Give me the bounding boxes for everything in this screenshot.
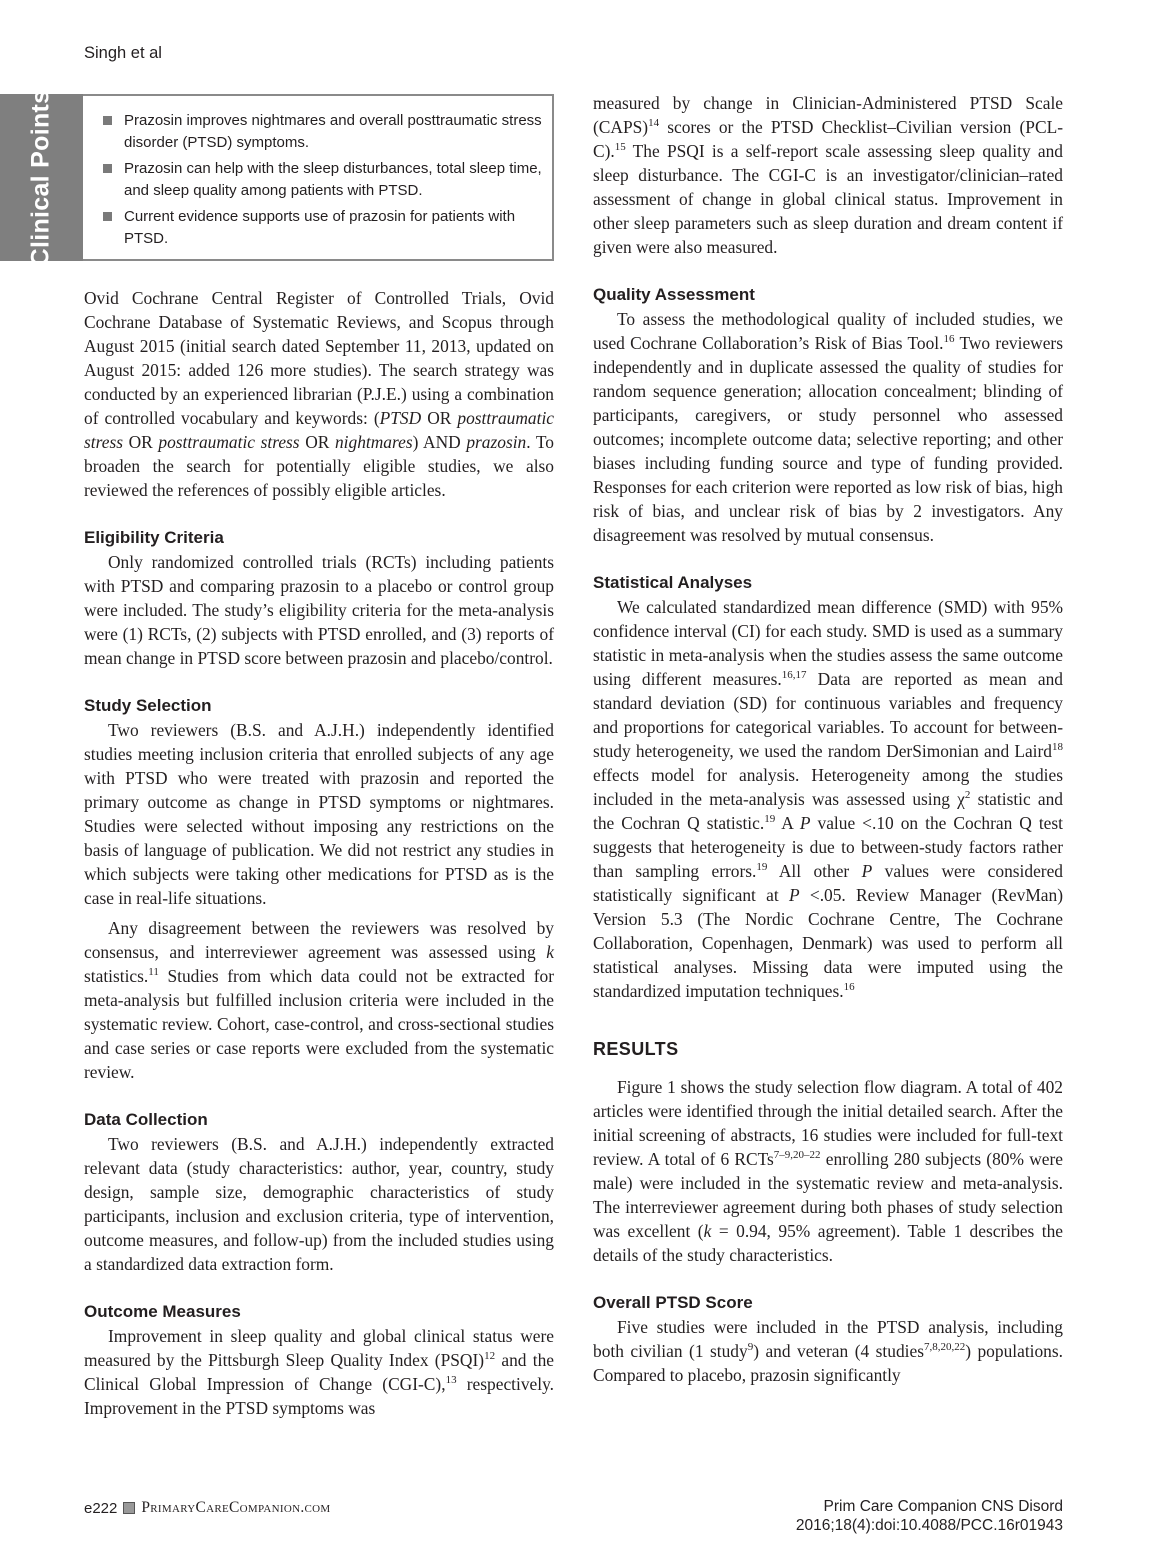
footer-right bbox=[796, 1497, 1063, 1535]
journal-website-link[interactable]: PrimaryCareCompanion.com bbox=[141, 1499, 331, 1516]
footer-left bbox=[84, 1499, 330, 1517]
eligibility-heading: Eligibility Criteria bbox=[84, 528, 224, 547]
clinical-points-title: Clinical Points bbox=[26, 89, 55, 267]
overall-ptsd-heading: Overall PTSD Score bbox=[593, 1293, 753, 1312]
clinical-points-box bbox=[0, 89, 555, 267]
square-separator-icon bbox=[123, 1502, 135, 1514]
results-paragraph: Figure 1 shows the study selection flow diagram. A total of 402 articles were identified through the initial detailed search. After the initial screening of abstracts, 16 studies were included for full-text review. A total of 6 RCTs$^{7-9,20-22}$ enrolling 280 subjects (80% were male) were included in the systematic review and meta-analysis. The interreviewer agreement during both phases of study selection was excellent (k = 0.94, 95% agreement). Table 1 describes the details of the study characteristics. bbox=[593, 1077, 1063, 1265]
left-column bbox=[84, 286, 554, 1420]
right-column bbox=[593, 91, 1063, 1387]
study-selection-paragraph-1: Two reviewers (B.S. and A.J.H.) independently identified studies meeting inclusion criteria that enrolled subjects of any age with PTSD who were treated with prazosin and reported the primary outcome as change in PTSD symptoms or nightmares. Studies were selected without imposing any restrictions on the basis of language of publication. We did not restrict any studies in which subjects were taking other medications for PTSD as is the case in real-life situations. bbox=[84, 720, 554, 908]
quality-assessment-heading: Quality Assessment bbox=[593, 285, 755, 304]
clinical-points-list bbox=[83, 96, 552, 249]
clinical-point-item: Current evidence supports use of prazosin for patients with PTSD. bbox=[103, 206, 542, 249]
quality-assessment-paragraph: To assess the methodological quality of included studies, we used Cochrane Collaboration’s Risk of Bias Tool.$^{16}$ Two reviewers independently and in duplicate assessed the quality of studies for random sequence generation; allocation concealment; blinding of participants, caregivers, or study personnel who assessed outcomes; incomplete outcome data; selective reporting; and other biases including funding source and type of funding provided. Responses for each criterion were reported as low risk of bias, high risk of bias, and unclear risk of bias by 2 investigators. Any disagreement was resolved by mutual consensus. bbox=[593, 309, 1063, 545]
overall-ptsd-paragraph: Five studies were included in the PTSD analysis, including both civilian (1 study$^9$) and veteran (4 studies$^{7,8,20,22}$) populations. Compared to placebo, prazosin significantly bbox=[593, 1317, 1063, 1385]
eligibility-paragraph: Only randomized controlled trials (RCTs) including patients with PTSD and comparing prazosin to a placebo or control group were included. The study’s eligibility criteria for the meta-analysis were (1) RCTs, (2) subjects with PTSD enrolled, and (3) reports of mean change in PTSD score between prazosin and placebo/control. bbox=[84, 552, 554, 668]
results-heading: RESULTS bbox=[593, 1039, 679, 1059]
statistical-analyses-paragraph: We calculated standardized mean difference (SMD) with 95% confidence interval (CI) for each study. SMD is used as a summary statistic in meta-analysis when the studies assess the same outcome using different measures.$^{16,17}$ Data are reported as mean and standard deviation (SD) for continuous variables and frequency and proportions for categorical variables. To account for between-study heterogeneity, we used the random DerSimonian and Laird$^{18}$ effects model for analysis. Heterogeneity among the studies included in the meta-analysis was assessed using $\chi^2$ statistic and the Cochran Q statistic.$^{19}$ A P value <.10 on the Cochran Q test suggests that heterogeneity is due to between-study factors rather than sampling errors.$^{19}$ All other P values were considered statistically significant at P <.05. Review Manager (RevMan) Version 5.3 (The Nordic Cochrane Centre, The Cochrane Collaboration, Copenhagen, Denmark) was used to perform all statistical analyses. Missing data were imputed using the standardized imputation techniques.$^{16}$ bbox=[593, 597, 1064, 1001]
data-collection-paragraph: Two reviewers (B.S. and A.J.H.) independently extracted relevant data (study characteristics: author, year, country, study design, sample size, demographic characteristics of study participants, inclusion and exclusion criteria, type of intervention, outcome measures, and follow-up) from the included studies using a standardized data extraction form. bbox=[84, 1134, 554, 1274]
square-bullet-icon bbox=[103, 164, 112, 173]
page-number: e222 bbox=[84, 1499, 118, 1517]
outcome-measures-heading: Outcome Measures bbox=[84, 1302, 241, 1321]
square-bullet-icon bbox=[103, 212, 112, 221]
journal-name: Prim Care Companion CNS Disord bbox=[823, 1498, 1063, 1515]
clinical-point-item: Prazosin can help with the sleep disturbances, total sleep time, and sleep quality among patients with PTSD. bbox=[103, 158, 542, 201]
running-head: Singh et al bbox=[84, 44, 162, 62]
clinical-points-tab bbox=[0, 89, 83, 267]
study-selection-paragraph-2: Any disagreement between the reviewers was resolved by consensus, and interreviewer agreement was assessed using k statistics.$^{11}$ Studies from which data could not be extracted for meta-analysis but fulfilled inclusion criteria were included in the systematic review. Cohort, case-control, and cross-sectional studies and case series or case reports were excluded from the systematic review. bbox=[84, 918, 554, 1082]
statistical-analyses-heading: Statistical Analyses bbox=[593, 573, 753, 592]
data-collection-heading: Data Collection bbox=[84, 1110, 208, 1129]
doi-citation: 2016;18(4):doi:10.4088/PCC.16r01943 bbox=[795, 1517, 1063, 1534]
study-selection-heading: Study Selection bbox=[84, 696, 212, 715]
outcome-measures-paragraph: Improvement in sleep quality and global clinical status were measured by the Pittsburgh Sleep Quality Index (PSQI)$^{12}$ and the Clinical Global Impression of Change (CGI-C),$^{13}$ respectively. Improvement in the PTSD symptoms was bbox=[84, 1326, 554, 1418]
clinical-points-content bbox=[83, 94, 554, 261]
search-strategy-paragraph: Ovid Cochrane Central Register of Controlled Trials, Ovid Cochrane Database of Systematic Reviews, and Scopus through August 2015 (initial search dated September 11, 2013, updated on August 2015: added 126 more studies). The search strategy was conducted by an experienced librarian (P.J.E.) using a combination of controlled vocabulary and keywords: (PTSD OR posttraumatic stress OR posttraumatic stress OR nightmares) AND prazosin. To broaden the search for potentially eligible studies, we also reviewed the references of possibly eligible articles. bbox=[84, 288, 554, 500]
clinical-point-item: Prazosin improves nightmares and overall posttraumatic stress disorder (PTSD) symptoms. bbox=[103, 110, 542, 153]
outcome-measures-continued: measured by change in Clinician-Administered PTSD Scale (CAPS)$^{14}$ scores or the PTSD Checklist–Civilian version (PCL-C).$^{15}$ The PSQI is a self-report scale assessing sleep quality and sleep disturbance. The CGI-C is an investigator/clinician–rated assessment of change in global clinical status. Improvement in other sleep parameters such as sleep duration and dream content if given were also measured. bbox=[593, 93, 1063, 257]
square-bullet-icon bbox=[103, 116, 112, 125]
